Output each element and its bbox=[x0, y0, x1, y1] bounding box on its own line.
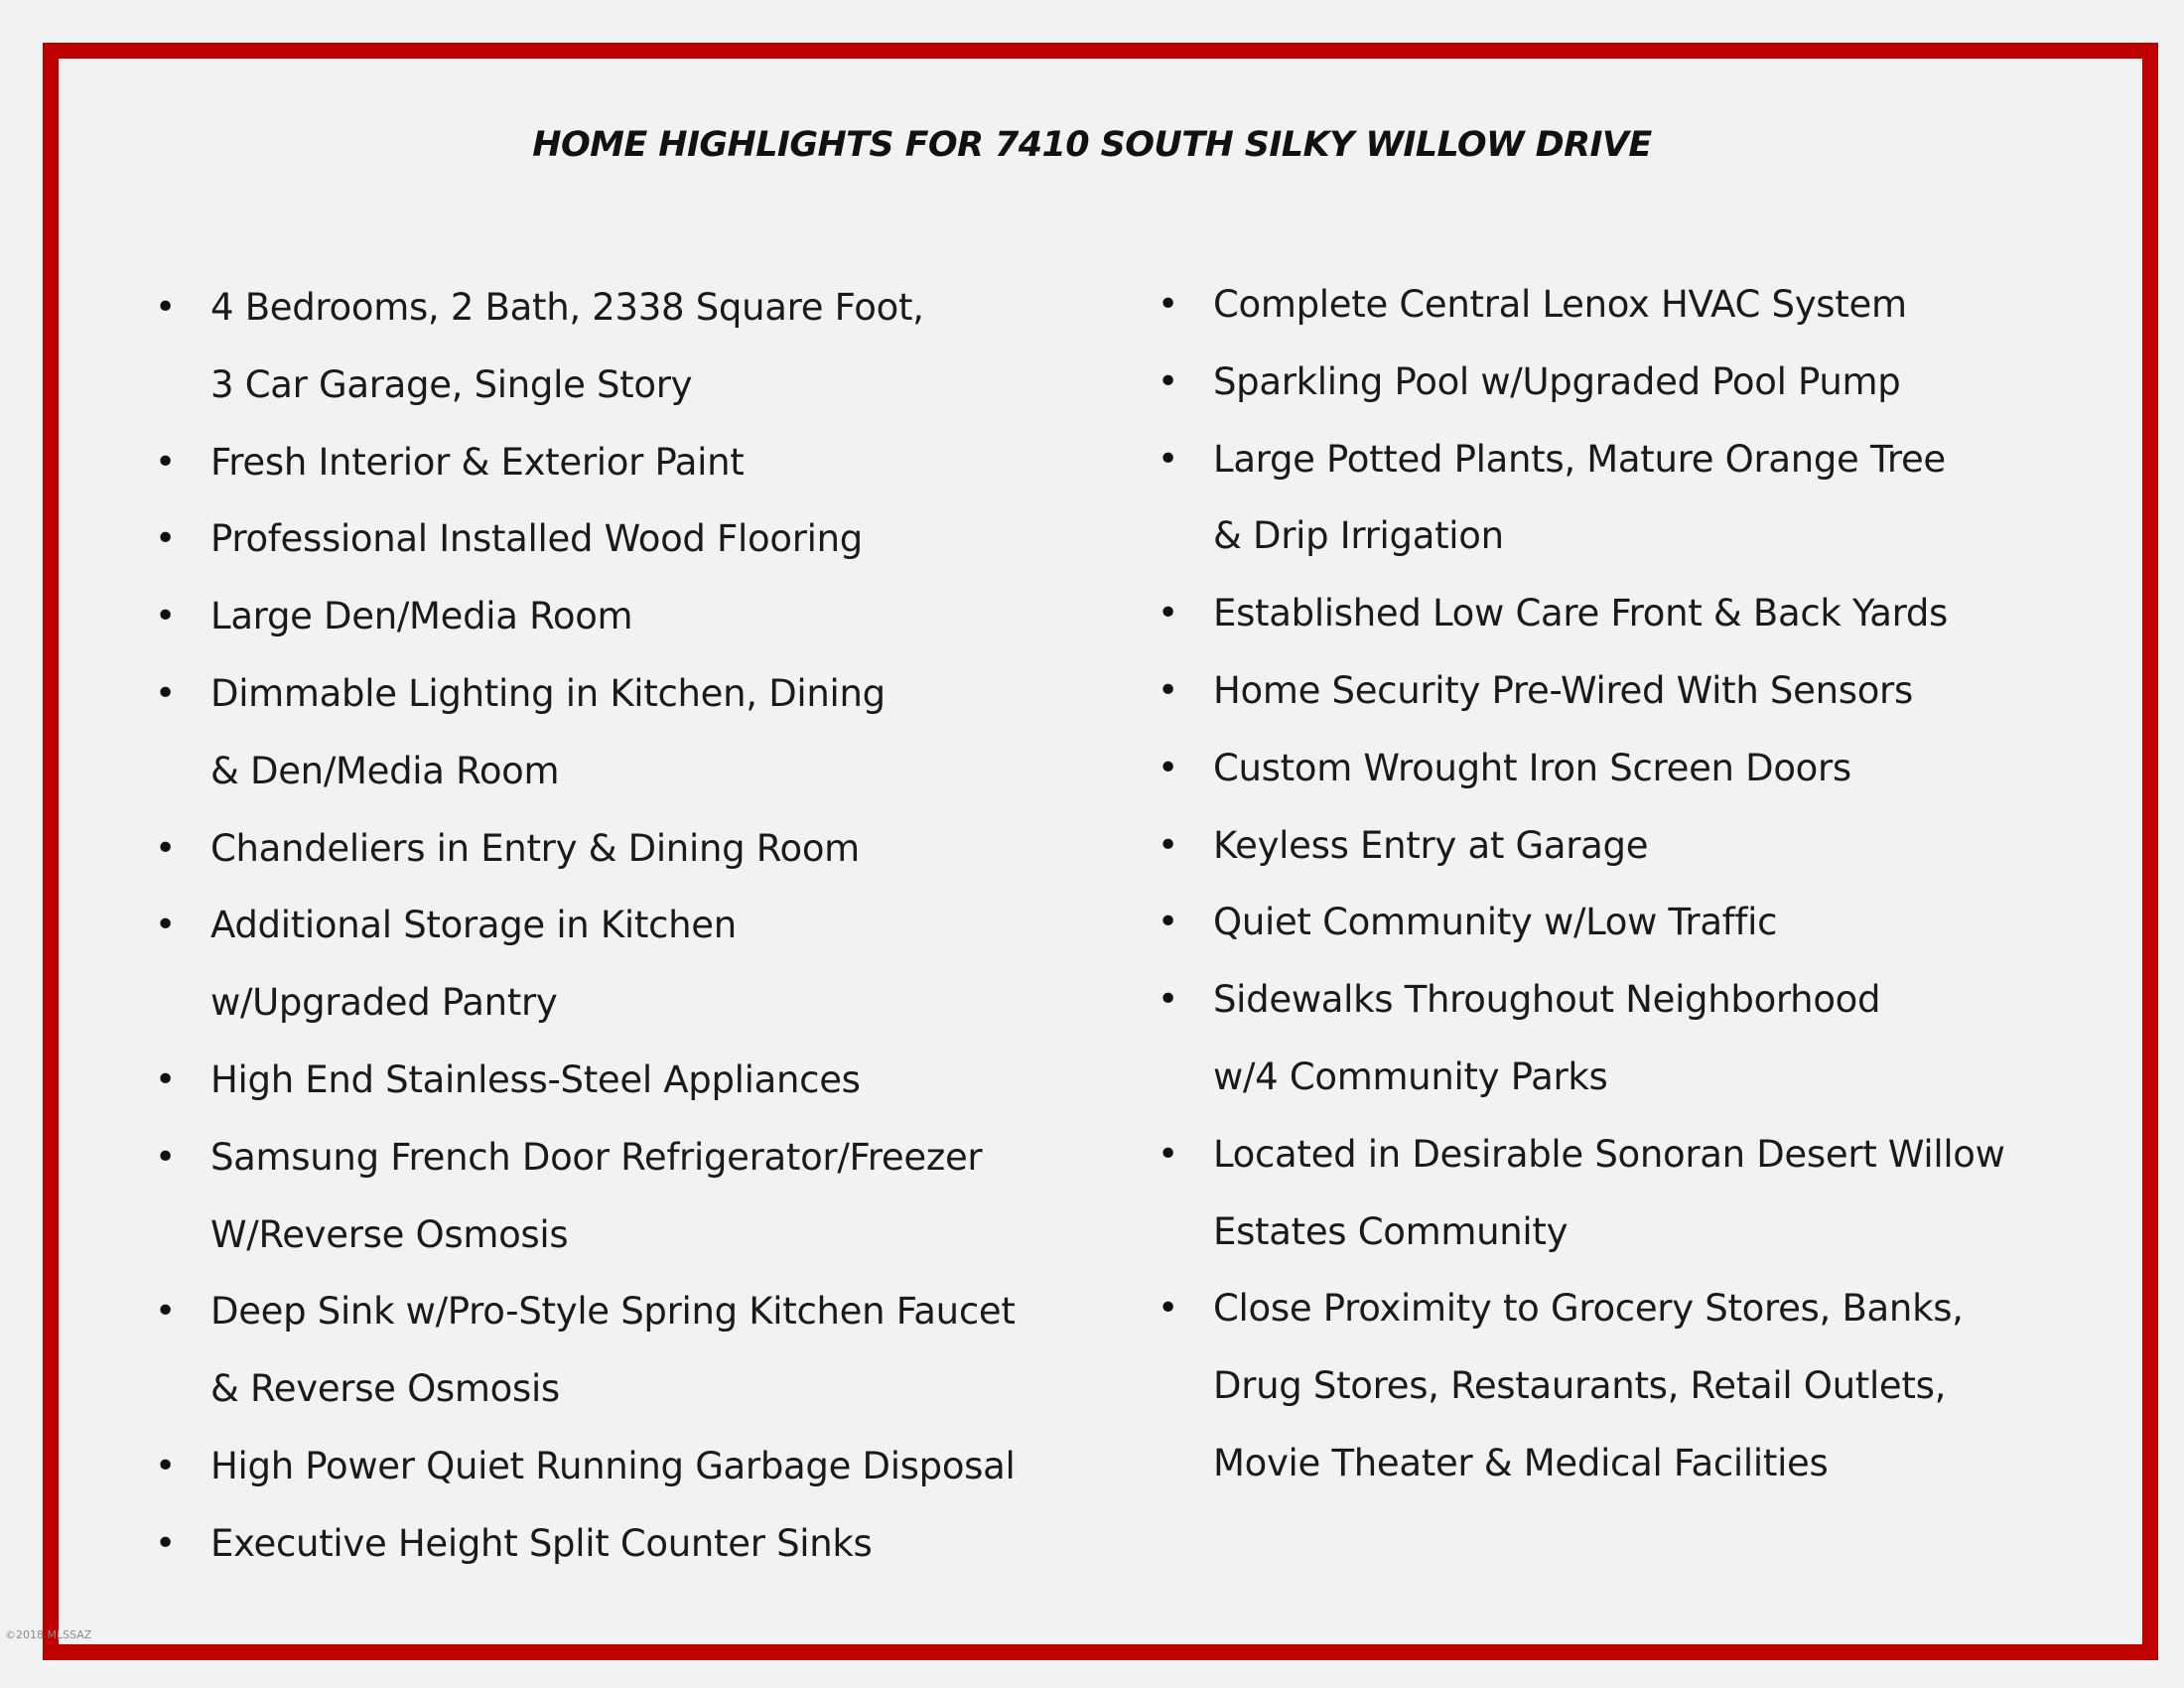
highlight-text-line: Custom Wrought Iron Screen Doors bbox=[1213, 746, 1851, 789]
right-highlights-list bbox=[1154, 266, 2005, 1502]
bullet-icon: • bbox=[155, 827, 176, 869]
highlight-item bbox=[151, 1273, 1016, 1428]
highlight-item bbox=[1154, 652, 2005, 730]
highlight-text-line: Close Proximity to Grocery Stores, Banks, bbox=[1213, 1287, 1964, 1331]
highlight-text-line: High End Stainless-Steel Appliances bbox=[210, 1057, 861, 1101]
highlight-text-line: Quiet Community w/Low Traffic bbox=[1213, 901, 1778, 944]
highlight-text-line: Samsung French Door Refrigerator/Freezer bbox=[210, 1135, 983, 1179]
highlight-item bbox=[151, 655, 1016, 810]
bullet-icon: • bbox=[1158, 593, 1178, 634]
highlight-text-line: 4 Bedrooms, 2 Bath, 2338 Square Foot, bbox=[210, 286, 924, 329]
highlight-text-line: & Den/Media Room bbox=[210, 749, 560, 792]
highlight-item bbox=[1154, 1270, 2005, 1501]
highlight-text-line: Deep Sink w/Pro-Style Spring Kitchen Faucet bbox=[210, 1290, 1016, 1334]
highlight-item bbox=[151, 424, 1016, 501]
highlight-text-line: Dimmable Lighting in Kitchen, Dining bbox=[210, 671, 886, 715]
bullet-icon: • bbox=[155, 1058, 176, 1100]
highlight-text-line: High Power Quiet Running Garbage Disposal bbox=[210, 1444, 1016, 1487]
highlight-item bbox=[151, 1428, 1016, 1505]
highlight-item bbox=[151, 810, 1016, 888]
bullet-icon: • bbox=[1158, 1133, 1178, 1175]
highlight-text-line: & Drip Irrigation bbox=[1213, 514, 1504, 558]
bullet-icon: • bbox=[155, 287, 176, 328]
bullet-icon: • bbox=[1158, 1288, 1178, 1330]
bullet-icon: • bbox=[1158, 669, 1178, 711]
bullet-icon: • bbox=[1158, 284, 1178, 325]
highlight-text-line: Additional Storage in Kitchen bbox=[210, 904, 737, 947]
highlight-item bbox=[1154, 807, 2005, 885]
highlight-text-line: Movie Theater & Medical Facilities bbox=[1213, 1441, 1829, 1484]
bullet-icon: • bbox=[155, 1136, 176, 1178]
highlight-item bbox=[1154, 344, 2005, 421]
highlight-text-line: w/Upgraded Pantry bbox=[210, 981, 558, 1025]
left-highlights-list bbox=[151, 269, 1016, 1583]
highlight-text-line: Home Security Pre-Wired With Sensors bbox=[1213, 668, 1913, 712]
highlight-text-line: Professional Installed Wood Flooring bbox=[210, 517, 863, 561]
highlight-item bbox=[1154, 884, 2005, 961]
bullet-icon: • bbox=[1158, 902, 1178, 943]
highlight-item bbox=[1154, 1116, 2005, 1271]
highlight-text-line: Keyless Entry at Garage bbox=[1213, 823, 1649, 867]
highlight-text-line: Sidewalks Throughout Neighborhood bbox=[1213, 978, 1881, 1022]
highlight-item bbox=[151, 500, 1016, 578]
bullet-icon: • bbox=[155, 441, 176, 483]
highlight-text-line: w/4 Community Parks bbox=[1213, 1055, 1608, 1098]
highlight-item bbox=[151, 1505, 1016, 1583]
highlight-item bbox=[151, 578, 1016, 655]
highlight-item bbox=[151, 1119, 1016, 1274]
highlight-item bbox=[1154, 266, 2005, 344]
bullet-icon: • bbox=[155, 1291, 176, 1333]
highlight-text-line: Executive Height Split Counter Sinks bbox=[210, 1521, 873, 1565]
bullet-icon: • bbox=[1158, 824, 1178, 866]
bullet-icon: • bbox=[1158, 747, 1178, 788]
highlight-item bbox=[151, 269, 1016, 424]
highlight-text-line: Established Low Care Front & Back Yards bbox=[1213, 592, 1949, 635]
highlight-text-line: 3 Car Garage, Single Story bbox=[210, 362, 693, 406]
highlight-text-line: Large Den/Media Room bbox=[210, 595, 633, 638]
highlight-text-line: W/Reverse Osmosis bbox=[210, 1212, 569, 1256]
highlight-text-line: Fresh Interior & Exterior Paint bbox=[210, 440, 745, 484]
mls-watermark: ©2018 MLSSAZ bbox=[5, 1628, 92, 1641]
highlight-item bbox=[1154, 575, 2005, 652]
highlight-text-line: Estates Community bbox=[1213, 1209, 1569, 1253]
bullet-icon: • bbox=[155, 596, 176, 637]
bullet-icon: • bbox=[155, 518, 176, 560]
highlight-text-line: Complete Central Lenox HVAC System bbox=[1213, 283, 1907, 326]
bullet-icon: • bbox=[1158, 360, 1178, 402]
highlight-item bbox=[1154, 421, 2005, 576]
highlight-text-line: Sparkling Pool w/Upgraded Pool Pump bbox=[1213, 359, 1901, 403]
bullet-icon: • bbox=[1158, 438, 1178, 480]
bullet-icon: • bbox=[155, 905, 176, 946]
bullet-icon: • bbox=[1158, 979, 1178, 1021]
highlight-item bbox=[1154, 961, 2005, 1116]
highlight-text-line: Drug Stores, Restaurants, Retail Outlets, bbox=[1213, 1364, 1947, 1408]
highlight-text-line: & Reverse Osmosis bbox=[210, 1367, 560, 1411]
highlight-item bbox=[1154, 730, 2005, 807]
bullet-icon: • bbox=[155, 1445, 176, 1486]
highlight-item bbox=[151, 1042, 1016, 1119]
bullet-icon: • bbox=[155, 672, 176, 714]
page-title: HOME HIGHLIGHTS FOR 7410 SOUTH SILKY WILLOW DRIVE bbox=[532, 125, 1652, 165]
highlight-item bbox=[151, 887, 1016, 1042]
highlight-text-line: Chandeliers in Entry & Dining Room bbox=[210, 826, 860, 870]
bullet-icon: • bbox=[155, 1522, 176, 1564]
highlight-text-line: Large Potted Plants, Mature Orange Tree bbox=[1213, 437, 1946, 481]
highlight-text-line: Located in Desirable Sonoran Desert Willow bbox=[1213, 1132, 2005, 1176]
